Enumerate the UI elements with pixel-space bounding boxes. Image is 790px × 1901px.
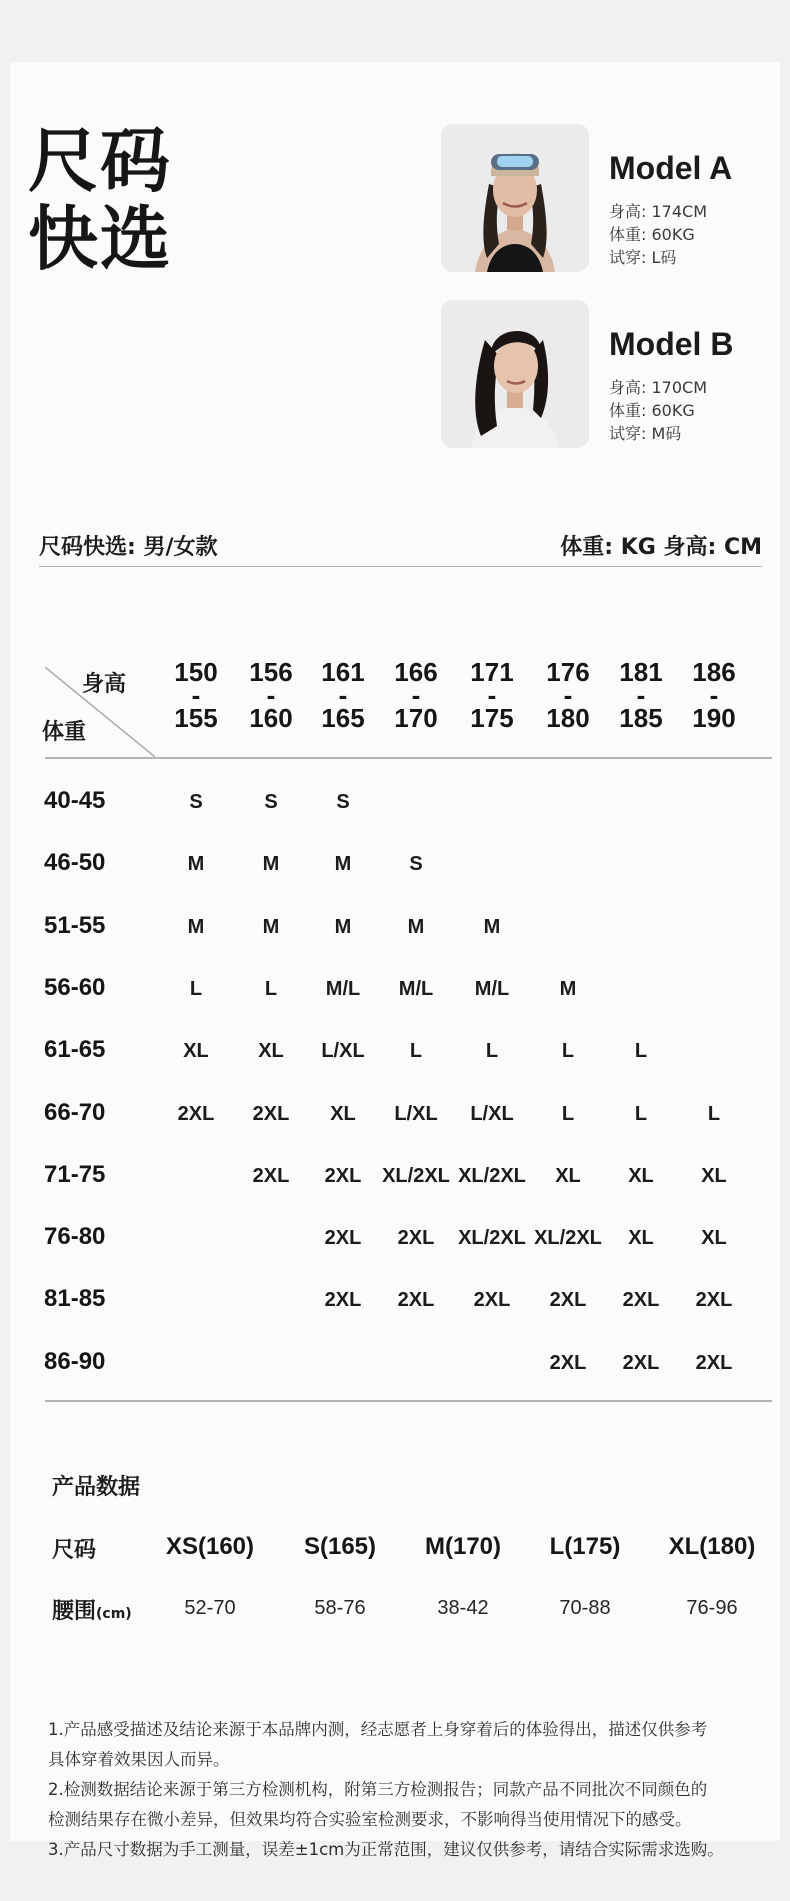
size-guide-card [10,62,780,1859]
weight-row-label: 71-75 [44,1160,106,1188]
height-from: 161 [321,657,365,687]
product-waist-label [52,1594,132,1625]
size-cell: L/XL [321,1040,365,1063]
size-cell: XL [628,1164,654,1187]
size-cell: XL [628,1227,654,1250]
size-cell: L [264,977,278,1000]
product-size: XL(180) [668,1533,756,1560]
size-cell: XL/2XL [458,1164,526,1187]
height-column-header [231,657,311,733]
height-to: 190 [692,703,736,733]
product-size-label: 尺码 [52,1538,97,1563]
size-cell: XL [701,1227,727,1250]
size-cell: L [189,977,203,1000]
size-cell: S [336,791,350,813]
size-cell: 2XL [549,1351,587,1374]
height-to: 170 [394,703,438,733]
product-data-title: 产品数据 [52,1475,141,1500]
size-cell: S [409,853,423,876]
model-a-size: 试穿: L码 [609,248,677,267]
model-a-name: Model A [609,150,733,186]
height-from: 156 [249,657,293,687]
note-line: 具体穿着效果因人而异。 [48,1750,230,1769]
height-column-header [601,657,681,733]
height-sep: - [411,680,421,710]
height-column-header [376,657,456,733]
height-sep: - [266,680,276,710]
size-cell: S [189,791,203,813]
size-cell: M/L [325,977,361,1000]
weight-row-label: 76-80 [44,1223,106,1251]
note-line: 1.产品感受描述及结论来源于本品牌内测，经志愿者上身穿着后的体验得出，描述仅供参考 [48,1720,708,1739]
height-to: 180 [546,703,590,733]
product-waist-value: 52-70 [184,1597,236,1619]
size-cell: XL [555,1164,581,1187]
waist-label-text: 腰围 [52,1599,97,1624]
product-size: L(175) [549,1533,621,1560]
height-from: 181 [619,657,663,687]
model-b-size: 试穿: M码 [609,424,682,443]
table-bottom-divider [45,1400,772,1402]
size-section-header [39,526,762,567]
corner-height-label: 身高 [82,672,127,697]
size-cell: XL [258,1040,284,1063]
height-sep: - [636,680,646,710]
height-column-header [303,657,383,733]
weight-row-label: 66-70 [44,1098,106,1126]
model-b-photo [441,300,589,448]
page-title-line-2: 快选 [28,198,172,280]
waist-unit: (cm) [96,1606,132,1622]
size-cell: M [187,915,205,938]
model-b-card [441,300,771,448]
product-waist-value: 76-96 [686,1597,738,1619]
height-to: 175 [470,703,514,733]
weight-row-label: 40-45 [44,787,106,814]
model-b-weight: 体重: 60KG [609,401,695,420]
height-from: 166 [394,657,438,687]
size-cell: 2XL [622,1351,660,1374]
size-cell: 2XL [549,1289,587,1312]
size-cell: M [187,853,205,876]
product-waist-value: 70-88 [559,1597,611,1619]
note-line: 检测结果存在微小差异，但效果均符合实验室检测要求，不影响得当使用情况下的感受。 [48,1810,692,1829]
height-column-header [528,657,608,733]
size-cell: L [634,1102,648,1125]
height-sep: - [338,680,348,710]
height-sep: - [709,680,719,710]
size-cell: 2XL [324,1164,362,1187]
size-cell: L [561,1102,575,1125]
product-waist-value: 38-42 [437,1597,489,1619]
size-cell: XL [330,1102,356,1125]
size-table [36,652,772,1404]
model-a-info [609,200,707,269]
weight-row-label: 61-65 [44,1036,106,1064]
model-b-info [609,376,707,445]
size-cell: M [262,915,280,938]
height-to: 160 [249,703,293,733]
size-cell: 2XL [695,1351,733,1374]
size-cell: 2XL [324,1227,362,1250]
size-cell: M [559,977,577,1000]
weight-row-label: 56-60 [44,973,106,1001]
size-cell: XL/2XL [534,1227,602,1250]
page-title-line-1: 尺码 [28,120,172,202]
size-cell: 2XL [397,1289,435,1312]
weight-row-label: 51-55 [44,911,106,939]
size-cell: L/XL [470,1102,514,1125]
product-waist-value: 58-76 [314,1597,366,1619]
note-line: 2.检测数据结论来源于第三方检测机构，附第三方检测报告；同款产品不同批次不同颜色的 [48,1780,708,1799]
height-sep: - [191,680,201,710]
note-line: 3.产品尺寸数据为手工测量，误差±1cm为正常范围，建议仅供参考，请结合实际需求选购。 [48,1840,724,1859]
weight-row-label: 86-90 [44,1347,106,1375]
weight-row-label: 81-85 [44,1285,106,1313]
height-column-header [156,657,236,733]
height-to: 155 [174,703,218,733]
size-cell: XL [183,1040,209,1063]
size-cell: 2XL [252,1164,290,1187]
size-cell: 2XL [252,1102,290,1125]
height-from: 150 [174,657,218,687]
size-cell: XL/2XL [382,1164,450,1187]
size-cell: L [409,1040,423,1063]
size-cell: M [407,915,425,938]
height-from: 176 [546,657,590,687]
size-cell: XL [701,1164,727,1187]
size-cell: L [561,1040,575,1063]
height-from: 171 [470,657,514,687]
size-cell: L [634,1040,648,1063]
product-size: XS(160) [165,1533,255,1560]
size-cell: 2XL [473,1289,511,1312]
size-cell: M [334,853,352,876]
height-to: 185 [619,703,663,733]
size-cell: S [264,791,278,813]
table-header-divider [45,757,772,759]
size-section-units: 体重: KG 身高: CM [560,535,762,560]
model-a-height: 身高: 174CM [609,202,707,221]
height-to: 165 [321,703,365,733]
model-b-height: 身高: 170CM [609,378,707,397]
height-sep: - [563,680,573,710]
size-section-label: 尺码快选: 男/女款 [39,535,218,560]
size-cell: 2XL [324,1289,362,1312]
size-cell: 2XL [695,1289,733,1312]
model-a-card [441,124,771,272]
size-cell: M [262,853,280,876]
notes [48,1715,774,1865]
size-cell: L/XL [394,1102,438,1125]
size-cell: 2XL [177,1102,215,1125]
product-size: M(170) [424,1533,502,1560]
model-a-weight: 体重: 60KG [609,225,695,244]
model-b-name: Model B [609,326,734,362]
size-cell: L [707,1102,721,1125]
page-title [28,122,228,278]
corner-weight-label: 体重 [42,720,87,745]
size-cell: XL/2XL [458,1227,526,1250]
size-cell: 2XL [622,1289,660,1312]
height-sep: - [487,680,497,710]
size-cell: M/L [474,977,510,1000]
size-cell: M/L [398,977,434,1000]
model-a-photo [441,124,589,272]
height-column-header [452,657,532,733]
product-size: S(165) [303,1533,377,1560]
size-cell: 2XL [397,1227,435,1250]
weight-row-label: 46-50 [44,849,106,877]
height-from: 186 [692,657,736,687]
height-column-header [674,657,754,733]
size-cell: M [334,915,352,938]
size-cell: L [485,1040,499,1063]
size-cell: M [483,915,501,938]
